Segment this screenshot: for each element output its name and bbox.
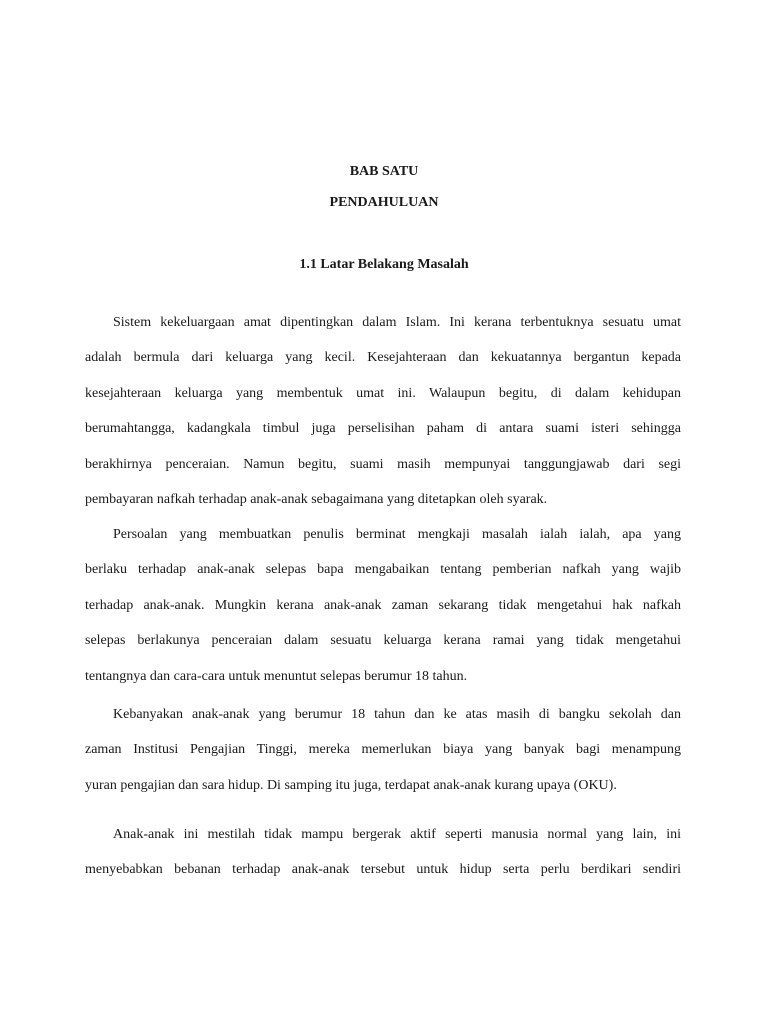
paragraph-line: kesejahteraan keluarga yang membentuk umat ini. Walaupun begitu, di dalam kehidupan (85, 385, 681, 401)
paragraph-line: menyebabkan bebanan terhadap anak-anak tersebut untuk hidup serta perlu berdikari sendiri (85, 862, 681, 878)
paragraph-line: berlaku terhadap anak-anak selepas bapa mengabaikan tentang pemberian nafkah yang wajib (85, 562, 681, 578)
section-heading: 1.1 Latar Belakang Masalah (299, 257, 469, 272)
paragraph-line: pembayaran nafkah terhadap anak-anak sebagaimana yang ditetapkan oleh syarak. (85, 491, 548, 507)
paragraph-4 (85, 825, 681, 896)
paragraph-3 (85, 705, 681, 811)
paragraph-line: Persoalan yang membuatkan penulis berminat mengkaji masalah ialah ialah, apa yang (113, 527, 681, 542)
paragraph-line: zaman Institusi Pengajian Tinggi, mereka memerlukan biaya yang banyak bagi menampung (85, 742, 681, 758)
paragraph-line: Kebanyakan anak-anak yang berumur 18 tahun dan ke atas masih di bangku sekolah dan (113, 707, 681, 722)
paragraph-line: adalah bermula dari keluarga yang kecil. Kesejahteraan dan kekuatannya bergantun kepada (85, 350, 681, 366)
paragraph-line: Anak-anak ini mestilah tidak mampu bergerak aktif seperti manusia normal yang lain, ini (113, 827, 681, 842)
paragraph-line: berakhirnya penceraian. Namun begitu, suami masih mempunyai tanggungjawab dari segi (85, 456, 681, 472)
chapter-title: PENDAHULUAN (329, 195, 439, 210)
paragraph-line: berumahtangga, kadangkala timbul juga perselisihan paham di antara suami isteri sehingga (85, 421, 681, 437)
paragraph-line: tentangnya dan cara-cara untuk menuntut selepas berumur 18 tahun. (85, 668, 468, 684)
paragraph-1 (85, 313, 681, 525)
paragraph-line: terhadap anak-anak. Mungkin kerana anak-anak zaman sekarang tidak mengetahui hak nafkah (85, 597, 681, 613)
paragraph-line: yuran pengajian dan sara hidup. Di samping itu juga, terdapat anak-anak kurang upaya (OKU). (85, 777, 617, 793)
paragraph-2 (85, 525, 681, 702)
chapter-label: BAB SATU (349, 164, 419, 179)
paragraph-line: selepas berlakunya penceraian dalam sesuatu keluarga kerana ramai yang tidak mengetahui (85, 633, 681, 649)
paragraph-line: Sistem kekeluargaan amat dipentingkan dalam Islam. Ini kerana terbentuknya sesuatu umat (113, 315, 681, 330)
